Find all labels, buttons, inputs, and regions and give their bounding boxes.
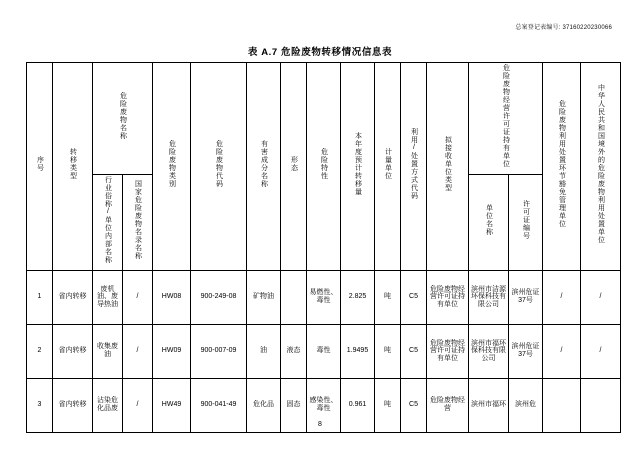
cell-form: 固态	[281, 378, 307, 432]
cell-receiving-unit-type: 危险废物经营许可证持有单位	[427, 324, 469, 378]
page-title: 表 A.7 危险废物转移情况信息表	[247, 47, 393, 58]
cell-harmful-component: 危化品	[247, 378, 281, 432]
cell-harmful-component: 油	[247, 324, 281, 378]
header-hazard-property: 危险特性	[307, 63, 341, 271]
cell-waste-code: 900-007-09	[191, 324, 247, 378]
cell-waste-category: HW08	[153, 270, 191, 324]
header-form: 形态	[281, 63, 307, 271]
cell-waste-name-catalog: /	[123, 378, 153, 432]
header-permit-license-no: 许可证编号	[509, 174, 543, 270]
cell-seq: 3	[27, 378, 53, 432]
cell-waste-code: 900-249-08	[191, 270, 247, 324]
cell-waste-category: HW49	[153, 378, 191, 432]
cell-permit-license-no: 滨州危证37号	[509, 324, 543, 378]
table-header-row-1	[27, 63, 621, 175]
cell-permit-license-no: 滨州危证37号	[509, 270, 543, 324]
header-annual-planned-amount: 本年度预计转移量	[341, 63, 375, 271]
cell-measure-unit: 吨	[375, 270, 401, 324]
cell-overseas-unit-name: /	[581, 324, 621, 378]
cell-receiving-unit-type: 危险废物经营	[427, 378, 469, 432]
cell-measure-unit: 吨	[375, 378, 401, 432]
header-waste-category: 危险废物类别	[153, 63, 191, 271]
cell-seq: 2	[27, 324, 53, 378]
cell-hazard-property: 感染性、毒性	[307, 378, 341, 432]
header-waste-name-group: 危险废物名称	[93, 63, 153, 175]
cell-util-disposal-env-unit-name: /	[543, 270, 581, 324]
cell-measure-unit: 吨	[375, 324, 401, 378]
cell-annual-planned-amount: 0.961	[341, 378, 375, 432]
cell-permit-unit-name: 滨州市洁源环保科技有限公司	[469, 270, 509, 324]
cell-form	[281, 270, 307, 324]
waste-transfer-table	[26, 62, 621, 433]
table-row	[27, 324, 621, 378]
cell-transfer-type: 省内转移	[53, 270, 93, 324]
header-permit-unit-group: 危险废物经营许可证持有单位	[469, 63, 543, 175]
header-waste-name-industry: 行业俗称/单位内部名称	[93, 174, 123, 270]
header-overseas-unit: 中华人民共和国境外的危险废物利用处置单位	[581, 63, 621, 271]
cell-hazard-property: 易燃性、毒性	[307, 270, 341, 324]
cell-util-disposal-code: C5	[401, 378, 427, 432]
header-harmful-component: 有害成分名称	[247, 63, 281, 271]
table-row	[27, 270, 621, 324]
page-number: 8	[318, 421, 322, 428]
cell-util-disposal-code: C5	[401, 270, 427, 324]
cell-form: 液态	[281, 324, 307, 378]
cell-receiving-unit-type: 危险废物经营许可证持有单位	[427, 270, 469, 324]
cell-permit-unit-name: 滨州市福环	[469, 378, 509, 432]
header-util-disposal-code: 利用/处置方式代码	[401, 63, 427, 271]
cell-transfer-type: 省内转移	[53, 324, 93, 378]
header-util-disposal-env-unit: 危险废物利用处置环节豁免管理单位	[543, 63, 581, 271]
cell-waste-category: HW09	[153, 324, 191, 378]
header-measure-unit: 计量单位	[375, 63, 401, 271]
cell-waste-code: 900-041-49	[191, 378, 247, 432]
cell-waste-name-industry: 废机油、废导热油	[93, 270, 123, 324]
cell-annual-planned-amount: 2.825	[341, 270, 375, 324]
header-permit-unit-name: 单位名称	[469, 174, 509, 270]
cell-transfer-type: 省内转移	[53, 378, 93, 432]
waste-transfer-table-wrapper	[26, 62, 614, 433]
cell-seq: 1	[27, 270, 53, 324]
cell-waste-name-catalog: /	[123, 324, 153, 378]
header-waste-code: 危险废物代码	[191, 63, 247, 271]
cell-permit-license-no: 滨州危	[509, 378, 543, 432]
cell-harmful-component: 矿物油	[247, 270, 281, 324]
cell-util-disposal-env-unit-name: /	[543, 324, 581, 378]
cell-waste-name-industry: 收集废油	[93, 324, 123, 378]
header-seq: 序号	[27, 63, 53, 271]
cell-annual-planned-amount: 1.9495	[341, 324, 375, 378]
cell-permit-unit-name: 滨州市福环保科技有限公司	[469, 324, 509, 378]
cell-hazard-property: 毒性	[307, 324, 341, 378]
cell-waste-name-catalog: /	[123, 270, 153, 324]
header-transfer-type: 转移类型	[53, 63, 93, 271]
header-receiving-unit-type: 拟接收单位类型	[427, 63, 469, 271]
cell-util-disposal-code: C5	[401, 324, 427, 378]
header-waste-name-catalog: 国家危险废物名录名称	[123, 174, 153, 270]
registration-number: 总案登记表编号: 37160220230066	[515, 25, 612, 31]
cell-overseas-unit-name: /	[581, 270, 621, 324]
cell-waste-name-industry: 沾染危化品废	[93, 378, 123, 432]
